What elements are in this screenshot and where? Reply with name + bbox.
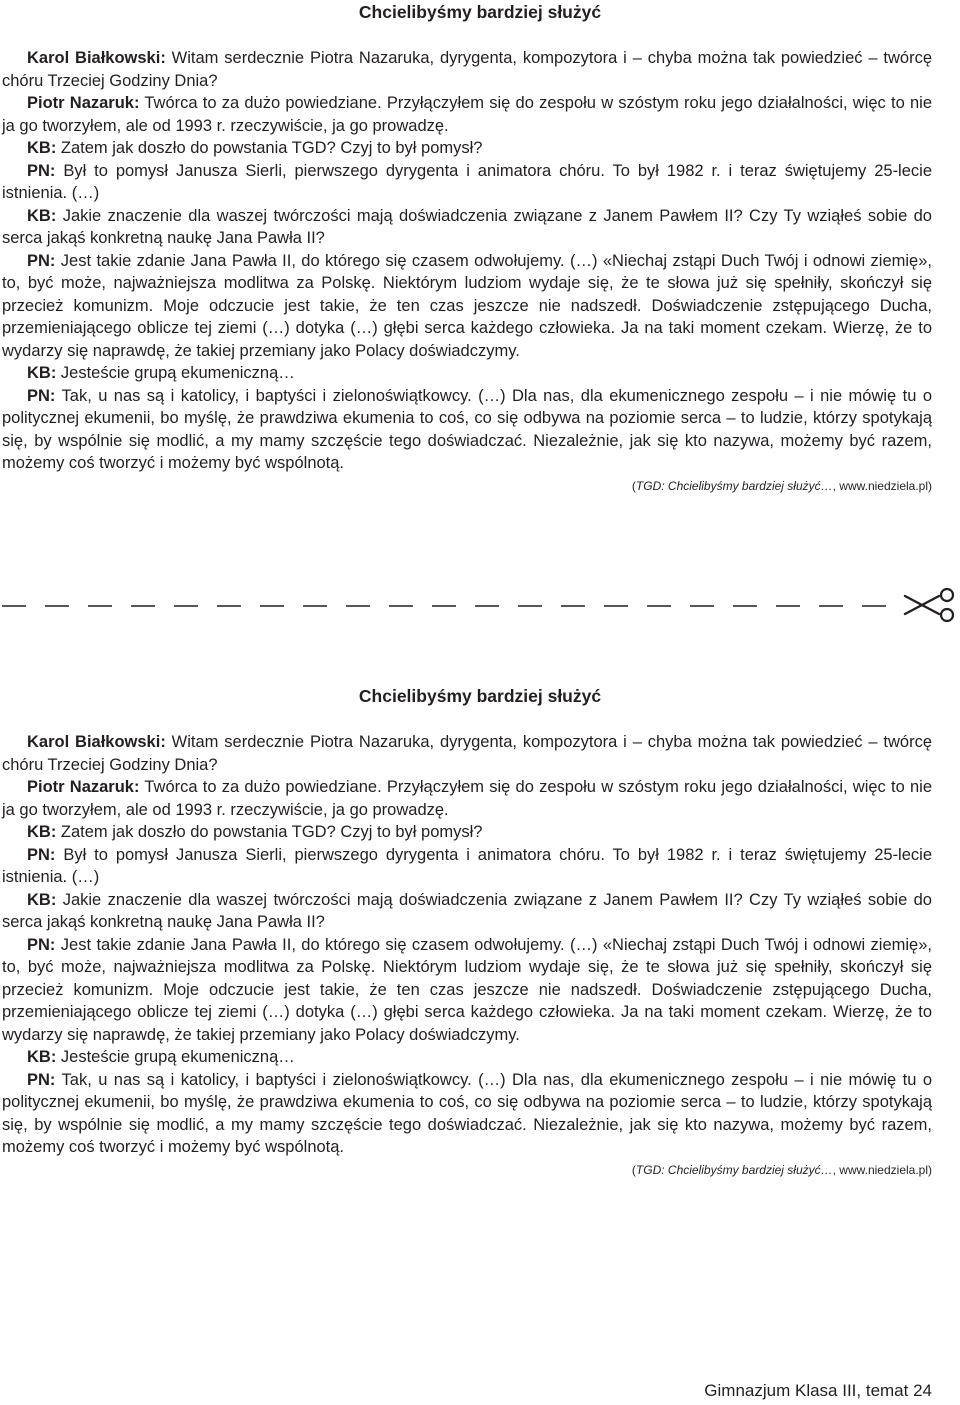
source-suffix: , www.niedziela.pl): [832, 1162, 932, 1177]
speaker: PN:: [27, 386, 56, 405]
speaker: KB:: [27, 139, 57, 157]
article-block-2: [0, 684, 960, 1179]
interview-body: [0, 731, 960, 1159]
paragraph-text: Twórca to za dużo powiedziane. Przyłączyłem się do zespołu w szóstym roku jego działalności, więc to nie ja go tworzyłem, ale od 1993 r. rzeczywiście, ja go prowadzę.: [2, 94, 932, 135]
interview-paragraph: [2, 844, 932, 889]
interview-paragraph: [2, 889, 932, 934]
paragraph-text: Witam serdecznie Piotra Nazaruka, dyrygenta, kompozytora i – chyba można tak powiedzieć – twórcę chóru Trzeciej Godziny Dnia?: [2, 733, 932, 774]
article-title: Chcielibyśmy bardziej służyć: [358, 686, 602, 706]
paragraph-text: Jakie znaczenie dla waszej twórczości mają doświadczenia związane z Janem Pawłem II? Czy Ty wziąłeś sobie do serca jakąś konkretną naukę Jana Pawła II?: [2, 890, 932, 931]
paragraph-text: Tak, u nas są i katolicy, i baptyści i zielonoświątkowcy. (…) Dla nas, dla ekumenicznego zespołu – i nie mówię tu o politycznej ekumenii, bo myślę, że prawdziwa ekumenia to coś, co się odbywa na poziomie serca – to ludzie, którzy spotykają się, by wspólnie się modlić, a my mamy szczęście tego doświadczać. Niezależnie, jak się kto nazywa, możemy być razem, możemy coś tworzyć i możemy być wspólnotą.: [2, 1070, 932, 1156]
speaker: PN:: [27, 1070, 56, 1089]
interview-paragraph: [2, 137, 932, 160]
source-citation: [0, 477, 960, 495]
interview-paragraph: [2, 934, 932, 1047]
speaker: Karol Białkowski:: [27, 49, 166, 67]
speaker: PN:: [27, 845, 56, 864]
speaker: KB:: [27, 206, 57, 225]
interview-paragraph: [2, 731, 932, 776]
cut-line: [0, 584, 960, 624]
paragraph-text: Jesteście grupą ekumeniczną…: [56, 364, 295, 382]
interview-paragraph: [2, 776, 932, 821]
scissors-icon: [903, 588, 959, 622]
interview-paragraph: [2, 1069, 932, 1159]
interview-paragraph: [2, 1046, 932, 1069]
interview-paragraph: [2, 250, 932, 363]
paragraph-text: Twórca to za dużo powiedziane. Przyłączyłem się do zespołu w szóstym roku jego działalności, więc to nie ja go tworzyłem, ale od 1993 r. rzeczywiście, ja go prowadzę.: [2, 778, 932, 819]
paragraph-text: Jesteście grupą ekumeniczną…: [56, 1048, 295, 1066]
interview-paragraph: [2, 385, 932, 475]
interview-paragraph: [2, 205, 932, 250]
speaker: PN:: [27, 935, 56, 954]
paragraph-text: Zatem jak doszło do powstania TGD? Czyj to był pomysł?: [56, 823, 483, 841]
paragraph-text: Jakie znaczenie dla waszej twórczości mają doświadczenia związane z Janem Pawłem II? Czy Ty wziąłeś sobie do serca jakąś konkretną naukę Jana Pawła II?: [2, 206, 932, 247]
source-citation: [0, 1161, 960, 1179]
paragraph-text: Był to pomysł Janusza Sierli, pierwszego dyrygenta i animatora chóru. To był 1982 r. i teraz świętujemy 25-lecie istnienia. (…): [2, 845, 932, 886]
speaker: PN:: [27, 251, 56, 270]
interview-body: [0, 47, 960, 475]
paragraph-text: Witam serdecznie Piotra Nazaruka, dyrygenta, kompozytora i – chyba można tak powiedzieć – twórcę chóru Trzeciej Godziny Dnia?: [2, 49, 932, 90]
speaker: PN:: [27, 161, 56, 180]
article-title: Chcielibyśmy bardziej służyć: [358, 2, 602, 22]
interview-paragraph: [2, 821, 932, 844]
paragraph-text: Jest takie zdanie Jana Pawła II, do którego się czasem odwołujemy. (…) «Niechaj zstąpi Duch Twój i odnowi ziemię», to, być może, najważniejsza modlitwa za Polskę. Niektórym ludziom wydaje się, że te słowa już się spełniły, skończył się przecież komunizm. Moje odczucie jest takie, że ten czas jeszcze nie nadszedł. Doświadczenie zstępującego Ducha, przemieniającego oblicze tej ziemi (…) dotyka (…) głębi serca każdego człowieka. Ja na taki moment czekam. Wierzę, że to wydarzy się naprawdę, że takiej przemiany jako Polacy doświadczymy.: [2, 251, 932, 360]
interview-paragraph: [2, 92, 932, 137]
speaker: Piotr Nazaruk:: [27, 94, 140, 112]
source-suffix: , www.niedziela.pl): [832, 478, 932, 493]
interview-paragraph: [2, 362, 932, 385]
paragraph-text: Tak, u nas są i katolicy, i baptyści i zielonoświątkowcy. (…) Dla nas, dla ekumenicznego zespołu – i nie mówię tu o politycznej ekumenii, bo myślę, że prawdziwa ekumenia to coś, co się odbywa na poziomie serca – to ludzie, którzy spotykają się, by wspólnie się modlić, a my mamy szczęście tego doświadczać. Niezależnie, jak się kto nazywa, możemy być razem, możemy coś tworzyć i możemy być wspólnotą.: [2, 386, 932, 472]
speaker: KB:: [27, 890, 57, 909]
paragraph-text: Jest takie zdanie Jana Pawła II, do którego się czasem odwołujemy. (…) «Niechaj zstąpi Duch Twój i odnowi ziemię», to, być może, najważniejsza modlitwa za Polskę. Niektórym ludziom wydaje się, że te słowa już się spełniły, skończył się przecież komunizm. Moje odczucie jest takie, że ten czas jeszcze nie nadszedł. Doświadczenie zstępującego Ducha, przemieniającego oblicze tej ziemi (…) dotyka (…) głębi serca każdego człowieka. Ja na taki moment czekam. Wierzę, że to wydarzy się naprawdę, że takiej przemiany jako Polacy doświadczymy.: [2, 935, 932, 1044]
paragraph-text: Zatem jak doszło do powstania TGD? Czyj to był pomysł?: [56, 139, 483, 157]
source-prefix: (: [631, 1162, 636, 1177]
article-block-1: [0, 0, 960, 495]
dashed-cut-line: [0, 584, 890, 624]
speaker: Karol Białkowski:: [27, 733, 166, 751]
interview-paragraph: [2, 160, 932, 205]
page-footer: Gimnazjum Klasa III, temat 24: [704, 1381, 932, 1400]
speaker: KB:: [27, 364, 57, 382]
speaker: Piotr Nazaruk:: [27, 778, 140, 796]
source-title: TGD: Chcielibyśmy bardziej służyć…: [635, 1162, 833, 1177]
source-title: TGD: Chcielibyśmy bardziej służyć…: [635, 478, 833, 493]
source-prefix: (: [631, 478, 636, 493]
interview-paragraph: [2, 47, 932, 92]
speaker: KB:: [27, 823, 57, 841]
speaker: KB:: [27, 1048, 57, 1066]
paragraph-text: Był to pomysł Janusza Sierli, pierwszego dyrygenta i animatora chóru. To był 1982 r. i teraz świętujemy 25-lecie istnienia. (…): [2, 161, 932, 202]
